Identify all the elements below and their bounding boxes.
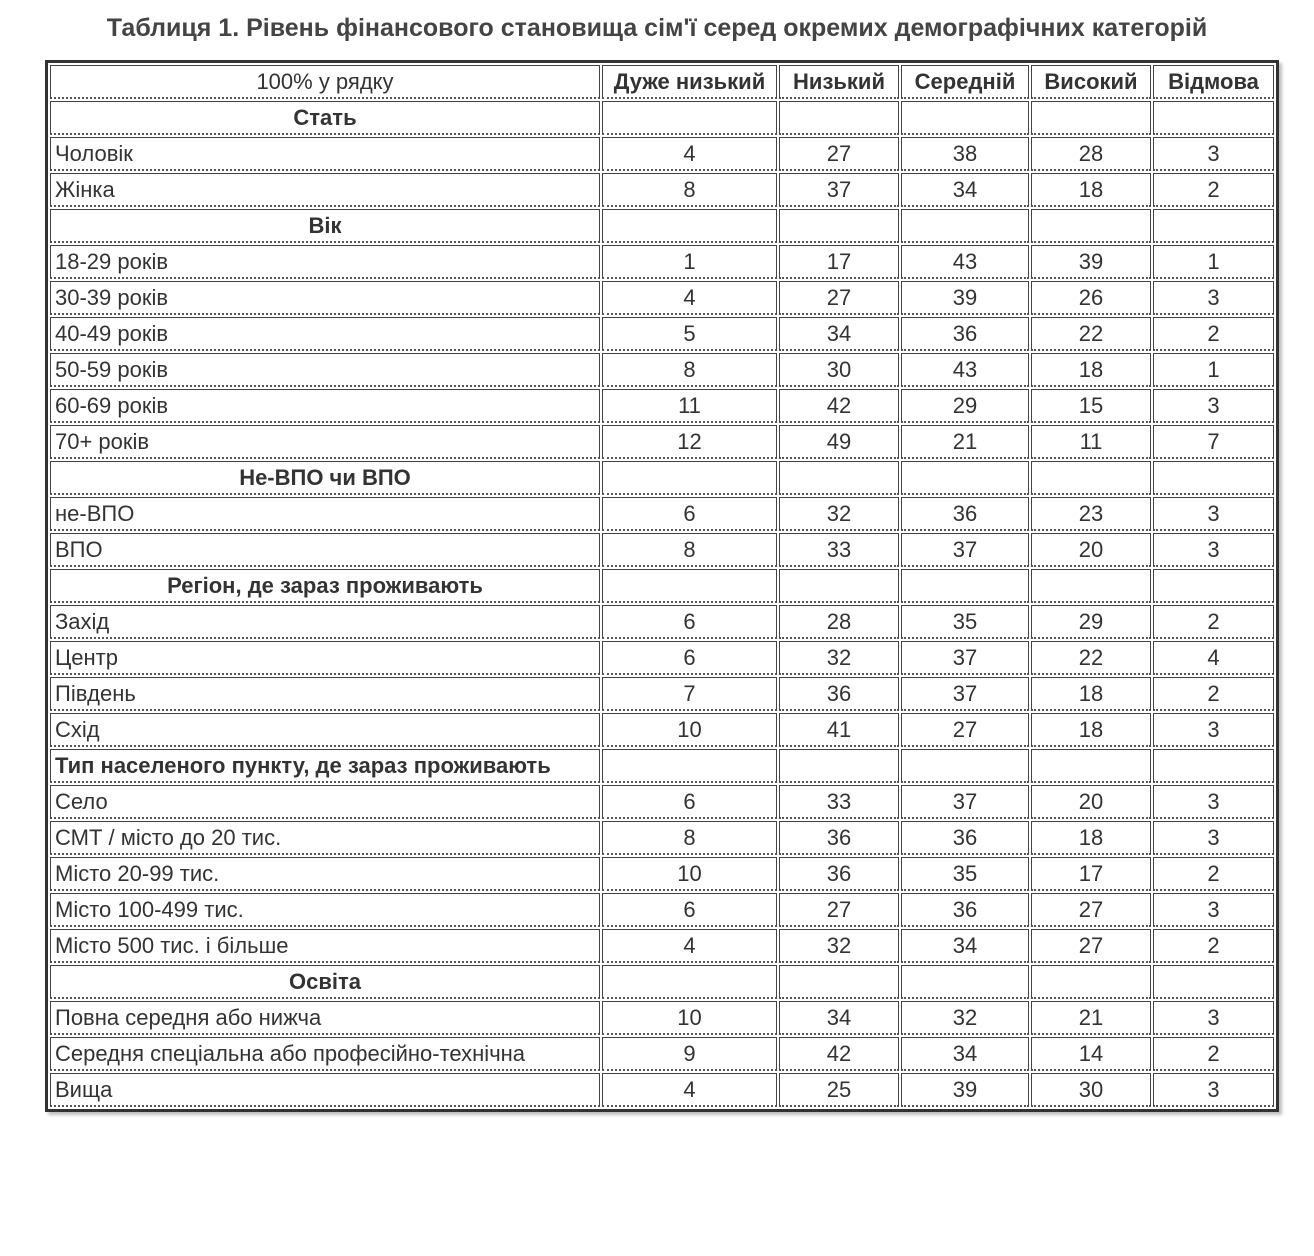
value-cell: 32 (779, 641, 899, 675)
value-cell: 7 (602, 677, 777, 711)
row-label: Середня спеціальна або професійно-технічна (50, 1037, 600, 1071)
value-cell: 3 (1153, 893, 1274, 927)
section-title: Регіон, де зараз проживають (50, 569, 600, 603)
value-cell: 28 (779, 605, 899, 639)
value-cell: 22 (1031, 317, 1151, 351)
section-title: Тип населеного пункту, де зараз проживають (50, 749, 600, 783)
value-cell: 25 (779, 1073, 899, 1107)
empty-cell (779, 749, 899, 783)
value-cell: 18 (1031, 173, 1151, 207)
section-title: Стать (50, 101, 600, 135)
value-cell: 2 (1153, 173, 1274, 207)
value-cell: 26 (1031, 281, 1151, 315)
row-label: Жінка (50, 173, 600, 207)
value-cell: 27 (779, 281, 899, 315)
value-cell: 2 (1153, 317, 1274, 351)
value-cell: 27 (901, 713, 1029, 747)
value-cell: 17 (779, 245, 899, 279)
table-row (50, 353, 1274, 387)
value-cell: 34 (901, 1037, 1029, 1071)
empty-cell (901, 749, 1029, 783)
value-cell: 36 (901, 317, 1029, 351)
section-row (50, 101, 1274, 135)
value-cell: 8 (602, 821, 777, 855)
value-cell: 22 (1031, 641, 1151, 675)
value-cell: 3 (1153, 1001, 1274, 1035)
table-row (50, 605, 1274, 639)
value-cell: 27 (779, 893, 899, 927)
value-cell: 2 (1153, 677, 1274, 711)
table-row (50, 317, 1274, 351)
column-header: Низький (779, 65, 899, 99)
value-cell: 34 (901, 929, 1029, 963)
row-label: СМТ / місто до 20 тис. (50, 821, 600, 855)
empty-cell (779, 461, 899, 495)
empty-cell (1153, 965, 1274, 999)
value-cell: 3 (1153, 497, 1274, 531)
empty-cell (901, 461, 1029, 495)
table-row (50, 245, 1274, 279)
value-cell: 3 (1153, 785, 1274, 819)
empty-cell (901, 209, 1029, 243)
section-title: Освіта (50, 965, 600, 999)
table-row (50, 533, 1274, 567)
row-label: Село (50, 785, 600, 819)
empty-cell (779, 101, 899, 135)
row-label: 30-39 років (50, 281, 600, 315)
row-label: 60-69 років (50, 389, 600, 423)
value-cell: 3 (1153, 713, 1274, 747)
value-cell: 10 (602, 713, 777, 747)
section-row (50, 209, 1274, 243)
table-row (50, 389, 1274, 423)
value-cell: 3 (1153, 281, 1274, 315)
empty-cell (901, 965, 1029, 999)
table-row (50, 929, 1274, 963)
value-cell: 7 (1153, 425, 1274, 459)
table-row (50, 785, 1274, 819)
table-row (50, 425, 1274, 459)
empty-cell (901, 569, 1029, 603)
table-row (50, 281, 1274, 315)
table-row (50, 1073, 1274, 1107)
value-cell: 32 (901, 1001, 1029, 1035)
value-cell: 36 (901, 821, 1029, 855)
value-cell: 4 (602, 281, 777, 315)
value-cell: 3 (1153, 533, 1274, 567)
value-cell: 6 (602, 641, 777, 675)
value-cell: 2 (1153, 929, 1274, 963)
value-cell: 32 (779, 929, 899, 963)
value-cell: 38 (901, 137, 1029, 171)
empty-cell (602, 209, 777, 243)
empty-cell (779, 209, 899, 243)
value-cell: 14 (1031, 1037, 1151, 1071)
table-row (50, 173, 1274, 207)
row-label: 50-59 років (50, 353, 600, 387)
value-cell: 1 (1153, 245, 1274, 279)
table-row (50, 821, 1274, 855)
empty-cell (1031, 209, 1151, 243)
row-label: Чоловік (50, 137, 600, 171)
row-label: Схід (50, 713, 600, 747)
value-cell: 42 (779, 1037, 899, 1071)
value-cell: 20 (1031, 785, 1151, 819)
value-cell: 3 (1153, 1073, 1274, 1107)
value-cell: 30 (1031, 1073, 1151, 1107)
row-label: Місто 100-499 тис. (50, 893, 600, 927)
value-cell: 39 (1031, 245, 1151, 279)
value-cell: 28 (1031, 137, 1151, 171)
value-cell: 34 (901, 173, 1029, 207)
value-cell: 36 (901, 893, 1029, 927)
value-cell: 18 (1031, 353, 1151, 387)
value-cell: 3 (1153, 821, 1274, 855)
column-header: Відмова (1153, 65, 1274, 99)
value-cell: 10 (602, 857, 777, 891)
empty-cell (901, 101, 1029, 135)
value-cell: 18 (1031, 677, 1151, 711)
row-label: Вища (50, 1073, 600, 1107)
value-cell: 37 (901, 533, 1029, 567)
value-cell: 36 (901, 497, 1029, 531)
value-cell: 2 (1153, 1037, 1274, 1071)
value-cell: 4 (602, 137, 777, 171)
empty-cell (1153, 101, 1274, 135)
value-cell: 15 (1031, 389, 1151, 423)
empty-cell (1153, 749, 1274, 783)
table-row (50, 893, 1274, 927)
value-cell: 32 (779, 497, 899, 531)
empty-cell (1153, 569, 1274, 603)
value-cell: 3 (1153, 389, 1274, 423)
empty-cell (1031, 569, 1151, 603)
value-cell: 37 (779, 173, 899, 207)
empty-cell (1153, 461, 1274, 495)
financial-status-table (45, 60, 1279, 1112)
value-cell: 43 (901, 245, 1029, 279)
row-label: не-ВПО (50, 497, 600, 531)
value-cell: 39 (901, 1073, 1029, 1107)
value-cell: 21 (901, 425, 1029, 459)
value-cell: 6 (602, 497, 777, 531)
empty-cell (602, 749, 777, 783)
table-body (50, 101, 1274, 1107)
value-cell: 36 (779, 857, 899, 891)
value-cell: 21 (1031, 1001, 1151, 1035)
value-cell: 37 (901, 641, 1029, 675)
empty-cell (1031, 101, 1151, 135)
value-cell: 36 (779, 821, 899, 855)
table-row (50, 137, 1274, 171)
value-cell: 34 (779, 1001, 899, 1035)
value-cell: 12 (602, 425, 777, 459)
value-cell: 27 (779, 137, 899, 171)
value-cell: 5 (602, 317, 777, 351)
section-title: Вік (50, 209, 600, 243)
row-label: 40-49 років (50, 317, 600, 351)
value-cell: 29 (1031, 605, 1151, 639)
value-cell: 2 (1153, 857, 1274, 891)
row-label: Захід (50, 605, 600, 639)
value-cell: 49 (779, 425, 899, 459)
row-label: ВПО (50, 533, 600, 567)
section-row (50, 749, 1274, 783)
empty-cell (779, 965, 899, 999)
value-cell: 20 (1031, 533, 1151, 567)
value-cell: 23 (1031, 497, 1151, 531)
empty-cell (602, 569, 777, 603)
empty-cell (779, 569, 899, 603)
value-cell: 41 (779, 713, 899, 747)
section-title: Не-ВПО чи ВПО (50, 461, 600, 495)
value-cell: 43 (901, 353, 1029, 387)
empty-cell (602, 101, 777, 135)
row-label: Місто 20-99 тис. (50, 857, 600, 891)
value-cell: 1 (602, 245, 777, 279)
value-cell: 8 (602, 173, 777, 207)
row-label: 18-29 років (50, 245, 600, 279)
value-cell: 39 (901, 281, 1029, 315)
value-cell: 37 (901, 677, 1029, 711)
table-row (50, 857, 1274, 891)
section-row (50, 965, 1274, 999)
table-row (50, 497, 1274, 531)
value-cell: 2 (1153, 605, 1274, 639)
value-cell: 4 (1153, 641, 1274, 675)
value-cell: 11 (602, 389, 777, 423)
table-row (50, 641, 1274, 675)
value-cell: 6 (602, 785, 777, 819)
value-cell: 1 (1153, 353, 1274, 387)
corner-header: 100% у рядку (50, 65, 600, 99)
row-label: Повна середня або нижча (50, 1001, 600, 1035)
section-row (50, 569, 1274, 603)
value-cell: 11 (1031, 425, 1151, 459)
section-row (50, 461, 1274, 495)
value-cell: 33 (779, 785, 899, 819)
table-row (50, 713, 1274, 747)
value-cell: 6 (602, 605, 777, 639)
value-cell: 42 (779, 389, 899, 423)
value-cell: 9 (602, 1037, 777, 1071)
row-label: Південь (50, 677, 600, 711)
column-header: Середній (901, 65, 1029, 99)
empty-cell (1031, 749, 1151, 783)
value-cell: 27 (1031, 893, 1151, 927)
value-cell: 35 (901, 605, 1029, 639)
value-cell: 35 (901, 857, 1029, 891)
value-cell: 8 (602, 533, 777, 567)
value-cell: 18 (1031, 713, 1151, 747)
table-title: Таблиця 1. Рівень фінансового становища сім'ї серед окремих демографічних категорій (106, 14, 1208, 42)
value-cell: 10 (602, 1001, 777, 1035)
value-cell: 6 (602, 893, 777, 927)
value-cell: 36 (779, 677, 899, 711)
column-header: Дуже низький (602, 65, 777, 99)
empty-cell (1031, 461, 1151, 495)
column-header: Високий (1031, 65, 1151, 99)
row-label: Місто 500 тис. і більше (50, 929, 600, 963)
row-label: 70+ років (50, 425, 600, 459)
table-row (50, 677, 1274, 711)
empty-cell (1153, 209, 1274, 243)
value-cell: 30 (779, 353, 899, 387)
value-cell: 29 (901, 389, 1029, 423)
value-cell: 4 (602, 929, 777, 963)
value-cell: 4 (602, 1073, 777, 1107)
empty-cell (602, 965, 777, 999)
table-row (50, 1037, 1274, 1071)
value-cell: 33 (779, 533, 899, 567)
value-cell: 34 (779, 317, 899, 351)
value-cell: 3 (1153, 137, 1274, 171)
value-cell: 27 (1031, 929, 1151, 963)
row-label: Центр (50, 641, 600, 675)
header-row (50, 65, 1274, 99)
value-cell: 37 (901, 785, 1029, 819)
table-row (50, 1001, 1274, 1035)
empty-cell (602, 461, 777, 495)
value-cell: 17 (1031, 857, 1151, 891)
empty-cell (1031, 965, 1151, 999)
value-cell: 8 (602, 353, 777, 387)
value-cell: 18 (1031, 821, 1151, 855)
